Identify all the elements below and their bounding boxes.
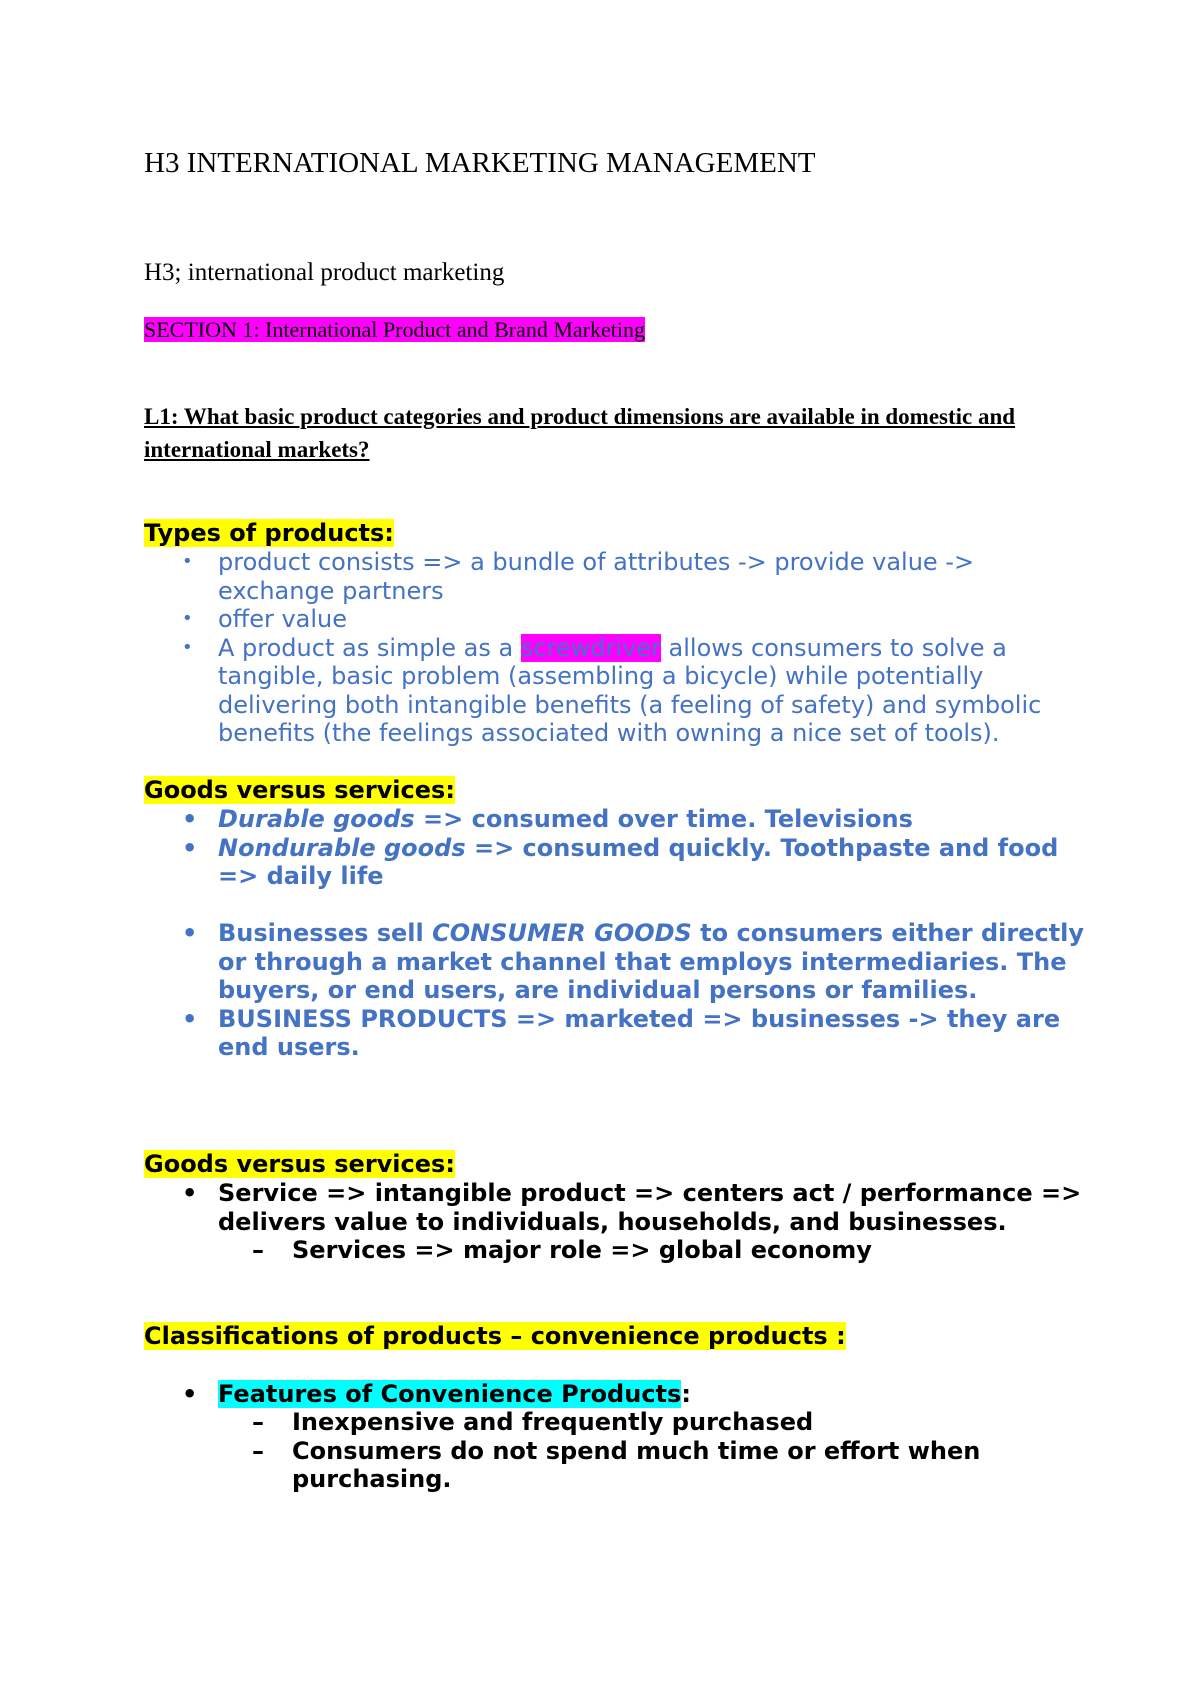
- document-title: H3 INTERNATIONAL MARKETING MANAGEMENT: [144, 147, 816, 179]
- bullet-icon: •: [182, 919, 198, 947]
- learning-question: L1: What basic product categories and product dimensions are available in domestic and international markets?: [144, 404, 1016, 462]
- bullet-icon: •: [182, 805, 198, 833]
- business-products-text: BUSINESS PRODUCTS => marketed => businesses -> they are end users.: [218, 1004, 1061, 1061]
- bullet-icon: •: [182, 608, 193, 629]
- dash-icon: –: [252, 1436, 264, 1465]
- durable-text: => consumed over time. Televisions: [414, 805, 913, 833]
- bullet-icon: •: [182, 551, 193, 572]
- types-item-3-before: A product as simple as a: [218, 633, 521, 662]
- bullet-icon: •: [182, 833, 198, 862]
- bullet-icon: •: [182, 1004, 198, 1033]
- types-item-2: offer value: [218, 605, 348, 633]
- consumer-before: Businesses sell: [218, 919, 433, 947]
- consumer-goods-term: CONSUMER GOODS: [432, 919, 692, 947]
- bullet-icon: •: [182, 636, 193, 658]
- list-item: [144, 548, 1094, 605]
- list-item: [144, 1005, 1094, 1062]
- section-heading: [144, 315, 645, 345]
- nondurable-text: => consumed quickly. Toothpaste and food => daily life: [218, 833, 1059, 890]
- dash-icon: –: [252, 1236, 264, 1264]
- service-text: Service => intangible product => centers act / performance => delivers value to individuals, households, and businesses.: [218, 1179, 1082, 1236]
- sub-list-item: [144, 1408, 1094, 1437]
- features-sub-1: Inexpensive and frequently purchased: [292, 1408, 814, 1436]
- types-of-products-block: [144, 519, 1094, 748]
- list-item: [144, 605, 1094, 634]
- types-item-3-after: allows consumers to solve a tangible, basic problem (assembling a bicycle) while potentially delivering both intangible benefits (a feeling of safety) and symbolic benefits (the feelings associated with owning a nice set of tools).: [218, 633, 1042, 747]
- section-heading-text: SECTION 1: International Product and Brand Marketing: [144, 317, 646, 342]
- features-colon: :: [681, 1379, 691, 1408]
- types-heading: Types of products:: [144, 519, 394, 547]
- durable-term: Durable goods: [218, 805, 415, 833]
- list-item: [144, 1179, 1094, 1265]
- types-item-1: product consists => a bundle of attributes -> provide value -> exchange partners: [218, 548, 975, 605]
- screwdriver-highlight: screwdriver: [520, 633, 661, 662]
- consumer-after: to consumers either directly or through a market channel that employs intermediaries. The buyers, or end users, are individual persons or families.: [218, 919, 1085, 1004]
- features-sub-2: Consumers do not spend much time or effort when purchasing.: [292, 1436, 981, 1493]
- nondurable-term: Nondurable goods: [218, 833, 466, 862]
- list-item: [144, 1380, 1094, 1494]
- classifications-block: [144, 1322, 1094, 1494]
- bullet-icon: •: [182, 1179, 198, 1207]
- goods-heading-1: Goods versus services:: [144, 776, 455, 804]
- dash-icon: –: [252, 1408, 264, 1436]
- sub-list-item: [144, 1437, 1094, 1494]
- list-item: [144, 634, 1094, 748]
- goods-versus-services-block-2: [144, 1150, 1094, 1265]
- document-subtitle: H3; international product marketing: [144, 259, 505, 286]
- sub-list-item: [144, 1236, 1094, 1265]
- list-item: [144, 805, 1094, 834]
- goods-heading-2: Goods versus services:: [144, 1150, 455, 1178]
- services-sub-text: Services => major role => global economy: [292, 1236, 872, 1264]
- bullet-icon: •: [182, 1379, 198, 1408]
- list-item: [144, 919, 1094, 1005]
- features-label: Features of Convenience Products: [218, 1379, 682, 1408]
- classifications-heading: Classifications of products – convenience products :: [144, 1322, 846, 1350]
- goods-versus-services-block-1: [144, 776, 1094, 1062]
- list-item: [144, 834, 1094, 891]
